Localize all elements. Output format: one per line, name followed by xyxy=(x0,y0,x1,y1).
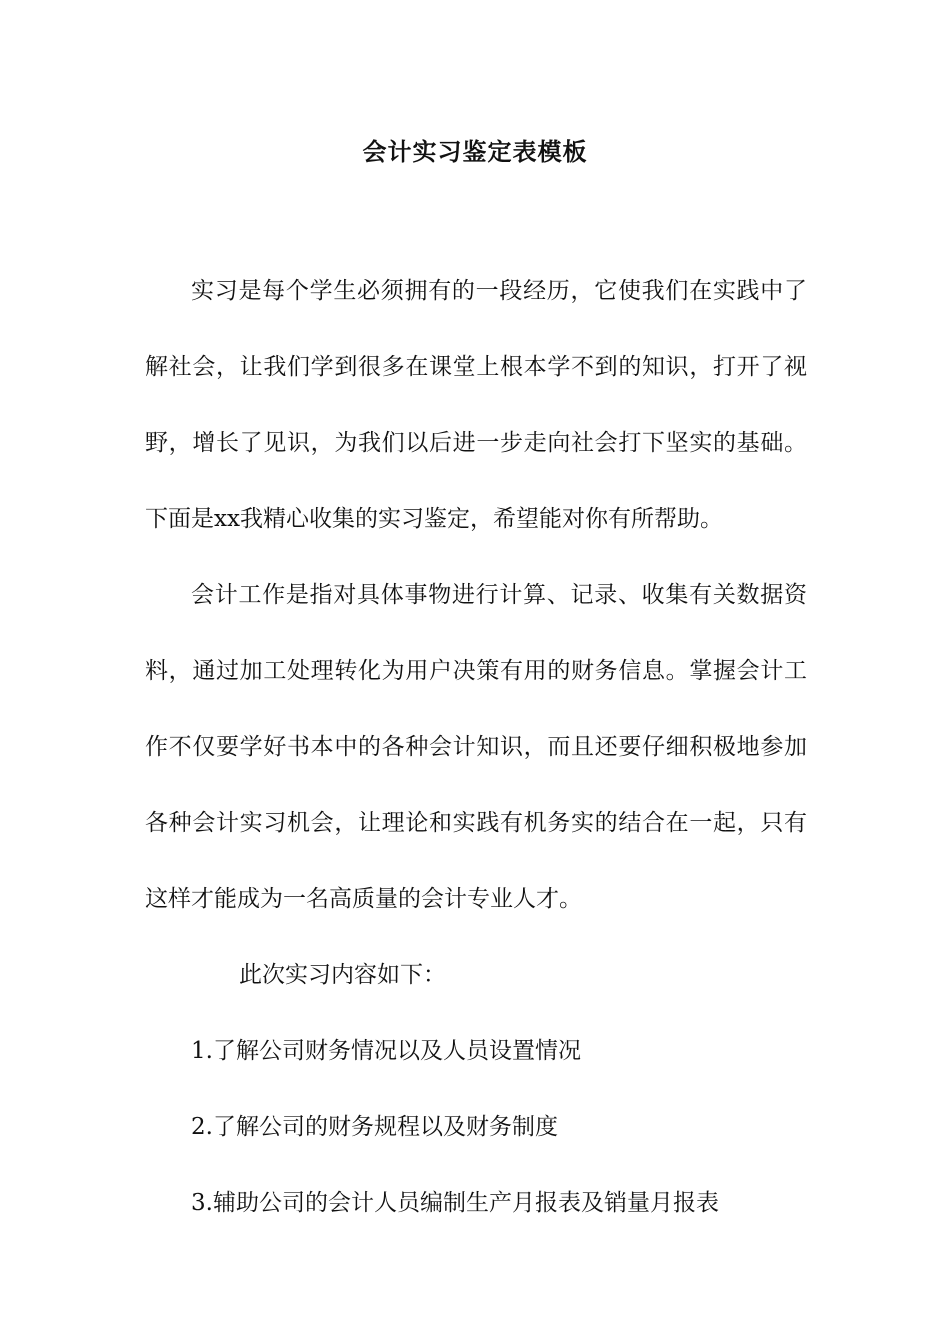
paragraph-intro: 实习是每个学生必须拥有的一段经历，它使我们在实践中了解社会，让我们学到很多在课堂上根本学不到的知识，打开了视野，增长了见识，为我们以后进一步走向社会打下坚实的基础。下面是xx我精心收集的实习鉴定，希望能对你有所帮助。 xyxy=(145,278,807,532)
list-item: 1.了解公司财务情况以及人员设置情况 xyxy=(191,1038,581,1064)
document-body xyxy=(145,253,807,1241)
content-intro: 此次实习内容如下： xyxy=(239,962,446,988)
list-item: 2.了解公司的财务规程以及财务制度 xyxy=(191,1114,558,1140)
paragraph-accounting-work: 会计工作是指对具体事物进行计算、记录、收集有关数据资料，通过加工处理转化为用户决策有用的财务信息。掌握会计工作不仅要学好书本中的各种会计知识，而且还要仔细积极地参加各种会计实习机会，让理论和实践有机务实的结合在一起，只有这样才能成为一名高质量的会计专业人才。 xyxy=(145,582,807,912)
document-title: 会计实习鉴定表模板 xyxy=(362,137,588,166)
list-item: 3.辅助公司的会计人员编制生产月报表及销量月报表 xyxy=(191,1190,719,1216)
